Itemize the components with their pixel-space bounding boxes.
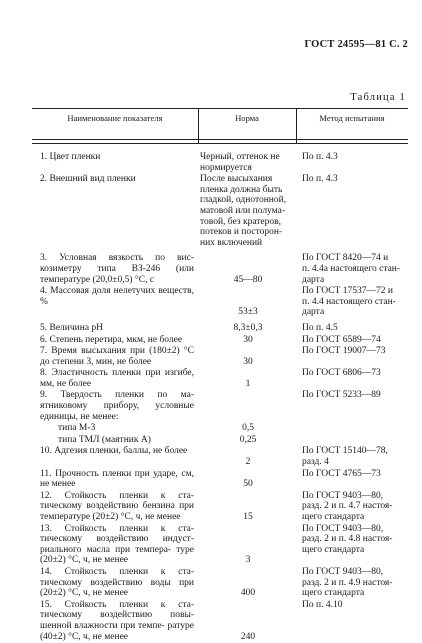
table-row (32, 335, 408, 346)
row-indicator-name: 9. Твердость пленки по ма- ятниковому прибору, условные единицы, не менее: (40, 390, 194, 422)
row-test-method: По ГОСТ 15140—78, разд. 4 (302, 446, 388, 468)
table-header-rule-2 (32, 143, 408, 144)
column-header-method: Метод испытания (319, 113, 385, 123)
row-test-method: По ГОСТ 8420—74 и п. 4.4а настоящего стан- дарта (302, 253, 401, 285)
page-header: ГОСТ 24595—81 С. 2 (304, 39, 408, 50)
row-test-method: По ГОСТ 6806—73 (302, 368, 381, 379)
row-indicator-name: 14. Стойкость пленки к ста- тическому воздействию воды при (20±2) °С, ч, не менее (40, 566, 194, 599)
table-row (32, 253, 408, 285)
row-test-method: По ГОСТ 19007—73 (302, 346, 386, 357)
table-row (32, 286, 408, 318)
row-test-method: По п. 4.5 (302, 322, 338, 333)
row-norm (198, 390, 296, 422)
table-row (32, 446, 408, 467)
table-top-rule (32, 108, 408, 109)
table-row (32, 491, 408, 523)
column-header-name: Наименование показателя (67, 113, 163, 123)
row-indicator-name: 12. Стойкость пленки к ста- тическому воздействию бензина при температуре (20±2) °С, ч, не менее (40, 490, 194, 522)
table-row (32, 600, 408, 642)
table-caption: Таблица 1 (350, 92, 406, 103)
table-row (32, 152, 408, 173)
row-norm: 30 (243, 356, 253, 367)
row-norm: 45—80 (233, 274, 263, 285)
row-indicator-name: 11. Прочность пленки при ударе, см, не менее (40, 468, 194, 490)
table-row (32, 346, 408, 367)
row-norm: 50 (243, 479, 253, 490)
table-row (32, 469, 408, 490)
row-norm: 3 (245, 555, 251, 566)
row-norm: 2 (245, 457, 251, 468)
row-norm: 400 (240, 588, 256, 599)
row-indicator-name: 5. Величина рН (40, 322, 104, 333)
row-test-method (296, 423, 408, 434)
row-indicator-name: 2. Внешний вид пленки (40, 174, 136, 185)
row-test-method (296, 435, 408, 446)
row-norm: 53±3 (238, 307, 258, 318)
row-indicator-name: 1. Цвет пленки (40, 152, 101, 162)
table-row (32, 524, 408, 566)
table-header-rule (32, 139, 408, 140)
table-row (32, 323, 408, 334)
row-indicator-name: 6. Степень перетира, мкм, не более (40, 334, 183, 345)
table-row (32, 435, 408, 446)
row-test-method: По ГОСТ 9403—80, разд. 2 и п. 4.7 настоя- щего стандарта (302, 490, 393, 522)
table-body (32, 152, 408, 643)
row-norm: 8,3±0,3 (233, 322, 263, 333)
table-row (32, 423, 408, 434)
row-indicator-name: 13. Стойкость пленки к ста- тическому воздействию индуст- риального масла при темпера- туре (20±2) °С, ч, не менее (40, 523, 194, 566)
row-norm: Черный, оттенок не нормируется (200, 152, 280, 173)
row-test-method: По п. 4.3 (302, 152, 338, 162)
row-test-method: По п. 4.3 (302, 174, 338, 185)
row-test-method: По ГОСТ 9403—80, разд. 2 и п. 4.9 настоя- щего стандарта (302, 566, 393, 599)
row-test-method: По ГОСТ 6589—74 (302, 334, 381, 345)
row-norm: 0,25 (239, 434, 257, 445)
table-row (32, 174, 408, 248)
row-test-method: По ГОСТ 4765—73 (302, 468, 381, 479)
row-test-method: По ГОСТ 5233—89 (302, 390, 381, 401)
row-norm: 1 (245, 378, 251, 389)
row-indicator-name: типа ТМЛ (маятник А) (58, 434, 151, 445)
row-indicator-name: 10. Адгезия пленки, баллы, не более (40, 446, 188, 457)
row-test-method: По ГОСТ 17537—72 и п. 4.4 настоящего стан- дарта (302, 286, 396, 318)
column-header-norm: Норма (235, 113, 259, 123)
table-row (32, 390, 408, 422)
row-test-method: По ГОСТ 9403—80, разд. 2 и п. 4.8 настоя- щего стандарта (302, 523, 393, 555)
row-norm: 15 (243, 512, 253, 522)
row-norm: 30 (243, 334, 253, 345)
row-indicator-name: 4. Массовая доля нелетучих веществ, % (40, 286, 194, 307)
row-indicator-name: 3. Условная вязкость по вис- козиметру типа ВЗ-246 (или температуре (20,0±0,5) °С, с (40, 253, 194, 285)
row-test-method: По п. 4.10 (302, 599, 343, 610)
row-norm: 240 (240, 631, 256, 642)
row-norm: После высыхания пленка должна быть гладкой, однотонной, матовой или полума- товой, без кратеров, потеков и посторон- них включений (200, 174, 287, 248)
row-indicator-name: 8. Эластичность пленки при изгибе, мм, не более (40, 368, 194, 389)
row-indicator-name: 7. Время высыхания при (180±2) °С до степени 3, мин, не более (40, 346, 194, 367)
table-row (32, 567, 408, 599)
table-row (32, 368, 408, 389)
row-indicator-name: типа М-3 (58, 423, 96, 434)
row-norm: 0,5 (242, 423, 254, 434)
row-indicator-name: 15. Стойкость пленки к ста- тическому воздействию повы- шенной влажности при темпе- ратуре (40±2) °С, ч, не менее (40, 599, 194, 642)
